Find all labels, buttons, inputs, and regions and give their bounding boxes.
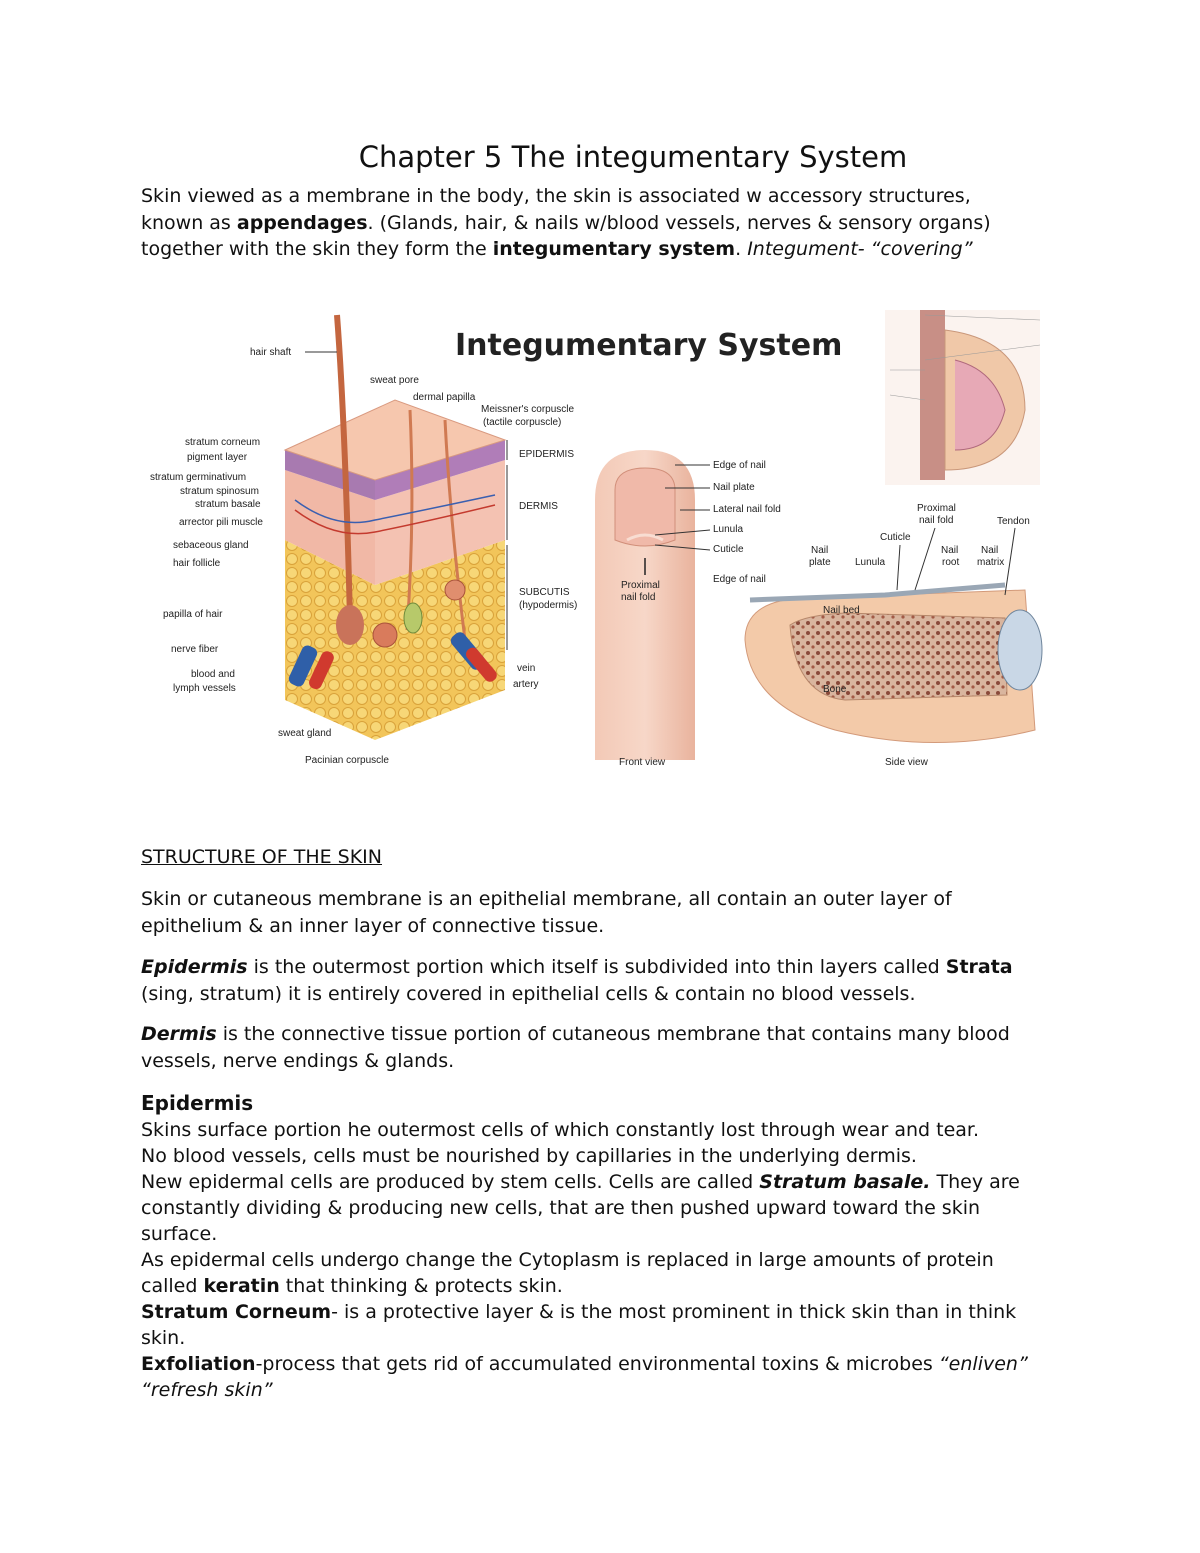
intro-line-3: together with the skin they form the integumentary system. Integument- “covering” bbox=[141, 238, 973, 260]
paragraph-epidermis: Epidermis is the outermost portion which itself is subdivided into thin layers called Strata (sing, stratum) it is entirely covered in epithelial cells & contain no blood vessels. bbox=[141, 956, 1013, 1005]
label-matrix-a: Nail bbox=[981, 545, 999, 556]
label-pacinian: Pacinian corpuscle bbox=[305, 755, 389, 766]
heading-epidermis: Epidermis bbox=[141, 1091, 254, 1115]
figure-title: Integumentary System bbox=[455, 328, 843, 363]
label-stratum-basale: stratum basale bbox=[195, 499, 261, 510]
intro-paragraph bbox=[141, 183, 1071, 263]
label-tendon: Tendon bbox=[997, 516, 1030, 527]
label-sweat-gland: sweat gland bbox=[278, 728, 332, 739]
nail-side-view bbox=[745, 503, 1042, 768]
term-dermis: Dermis bbox=[141, 1023, 217, 1045]
label-hair-shaft: hair shaft bbox=[250, 347, 292, 358]
term-keratin: keratin bbox=[203, 1275, 280, 1297]
label-root-a: Nail bbox=[941, 545, 959, 556]
paragraph-cutaneous: Skin or cutaneous membrane is an epithelial membrane, all contain an outer layer of epithelium & an inner layer of connective tissue. bbox=[141, 888, 952, 937]
label-papilla-of-hair: papilla of hair bbox=[163, 609, 223, 620]
paragraph-epidermis-details: Skins surface portion he outermost cells of which constantly lost through wear and tear. No blood vessels, cells must be nourished by capillaries in the underlying dermis. New epidermal cells are produced by stem cells. Cells are called Stratum basale. They are constantly dividing & producing new cells, that are then pushed upward toward the skin surface. As epidermal cells undergo change the Cytoplasm is replaced in large amounts of protein called keratin that thinking & protects skin. Stratum Corneum- is a protective layer & is the most prominent in thick skin than in think skin. Exfoliation-process that gets rid of accumulated environmental toxins & microbes “enliven” “refresh skin” bbox=[141, 1119, 1028, 1401]
label-plate: plate bbox=[809, 557, 831, 568]
label-side-nail-fold: nail fold bbox=[919, 515, 954, 526]
label-nail-plate: Nail plate bbox=[713, 482, 755, 493]
term-appendages: appendages bbox=[236, 211, 368, 234]
label-stratum-spinosum: stratum spinosum bbox=[180, 486, 259, 497]
label-matrix-b: matrix bbox=[977, 557, 1005, 568]
label-side-lunula: Lunula bbox=[855, 557, 886, 568]
label-meissner-sub: (tactile corpuscle) bbox=[483, 417, 562, 428]
page-title: Chapter 5 The integumentary System bbox=[358, 140, 908, 174]
label-edge-of-nail: Edge of nail bbox=[713, 460, 766, 471]
label-lymph-vessels: lymph vessels bbox=[173, 683, 236, 694]
label-front-view: Front view bbox=[619, 757, 666, 768]
integumentary-figure bbox=[145, 300, 1045, 780]
intro-line-2: known as appendages. (Glands, hair, & nails w/blood vessels, nerves & sensory organs) bbox=[141, 211, 991, 234]
label-nerve-fiber: nerve fiber bbox=[171, 644, 219, 655]
nail-front-view bbox=[595, 450, 781, 768]
label-blood-and: blood and bbox=[191, 669, 235, 680]
label-vein: vein bbox=[517, 663, 536, 674]
label-nail-fold: nail fold bbox=[621, 592, 656, 603]
label-meissner: Meissner's corpuscle bbox=[481, 404, 575, 415]
heading-structure-of-the-skin: STRUCTURE OF THE SKIN bbox=[141, 846, 382, 868]
label-nail: Nail bbox=[811, 545, 829, 556]
label-stratum-corneum: stratum corneum bbox=[185, 437, 261, 448]
intro-line-1: Skin viewed as a membrane in the body, the skin is associated w accessory structures, bbox=[141, 185, 971, 207]
label-side-proximal: Proximal bbox=[917, 503, 956, 514]
label-pigment-layer: pigment layer bbox=[187, 452, 248, 463]
label-edge-of-nail-2: Edge of nail bbox=[713, 574, 766, 585]
label-hypodermis: (hypodermis) bbox=[519, 600, 578, 611]
label-side-view: Side view bbox=[885, 757, 928, 768]
label-arrector-pili: arrector pili muscle bbox=[179, 517, 263, 528]
term-strata: Strata bbox=[945, 956, 1013, 978]
label-dermis: DERMIS bbox=[519, 501, 558, 512]
label-sebaceous-gland: sebaceous gland bbox=[173, 540, 249, 551]
label-proximal: Proximal bbox=[621, 580, 660, 591]
label-cuticle: Cuticle bbox=[713, 544, 744, 555]
term-integumentary-system: integumentary system bbox=[492, 238, 736, 260]
term-epidermis: Epidermis bbox=[141, 956, 248, 978]
label-stratum-germinativum: stratum germinativum bbox=[150, 472, 247, 483]
label-epidermis: EPIDERMIS bbox=[519, 449, 575, 460]
label-artery: artery bbox=[513, 679, 539, 690]
label-root-b: root bbox=[942, 557, 960, 568]
label-sweat-pore: sweat pore bbox=[370, 375, 419, 386]
label-dermal-papilla: dermal papilla bbox=[413, 392, 476, 403]
label-nail-bed: Nail bed bbox=[823, 605, 860, 616]
label-hair-follicle: hair follicle bbox=[173, 558, 221, 569]
label-subcutis: SUBCUTIS bbox=[519, 587, 570, 598]
label-lunula: Lunula bbox=[713, 524, 744, 535]
paragraph-dermis: Dermis is the connective tissue portion of cutaneous membrane that contains many blood vessels, nerve endings & glands. bbox=[141, 1023, 1010, 1072]
term-stratum-basale: Stratum basale. bbox=[759, 1171, 931, 1193]
breast-inset bbox=[885, 310, 1040, 485]
term-exfoliation: Exfoliation bbox=[141, 1353, 256, 1375]
label-side-cuticle: Cuticle bbox=[880, 532, 911, 543]
label-lateral-nail-fold: Lateral nail fold bbox=[713, 504, 781, 515]
term-stratum-corneum: Stratum Corneum bbox=[141, 1301, 332, 1323]
label-bone: Bone bbox=[823, 684, 847, 695]
